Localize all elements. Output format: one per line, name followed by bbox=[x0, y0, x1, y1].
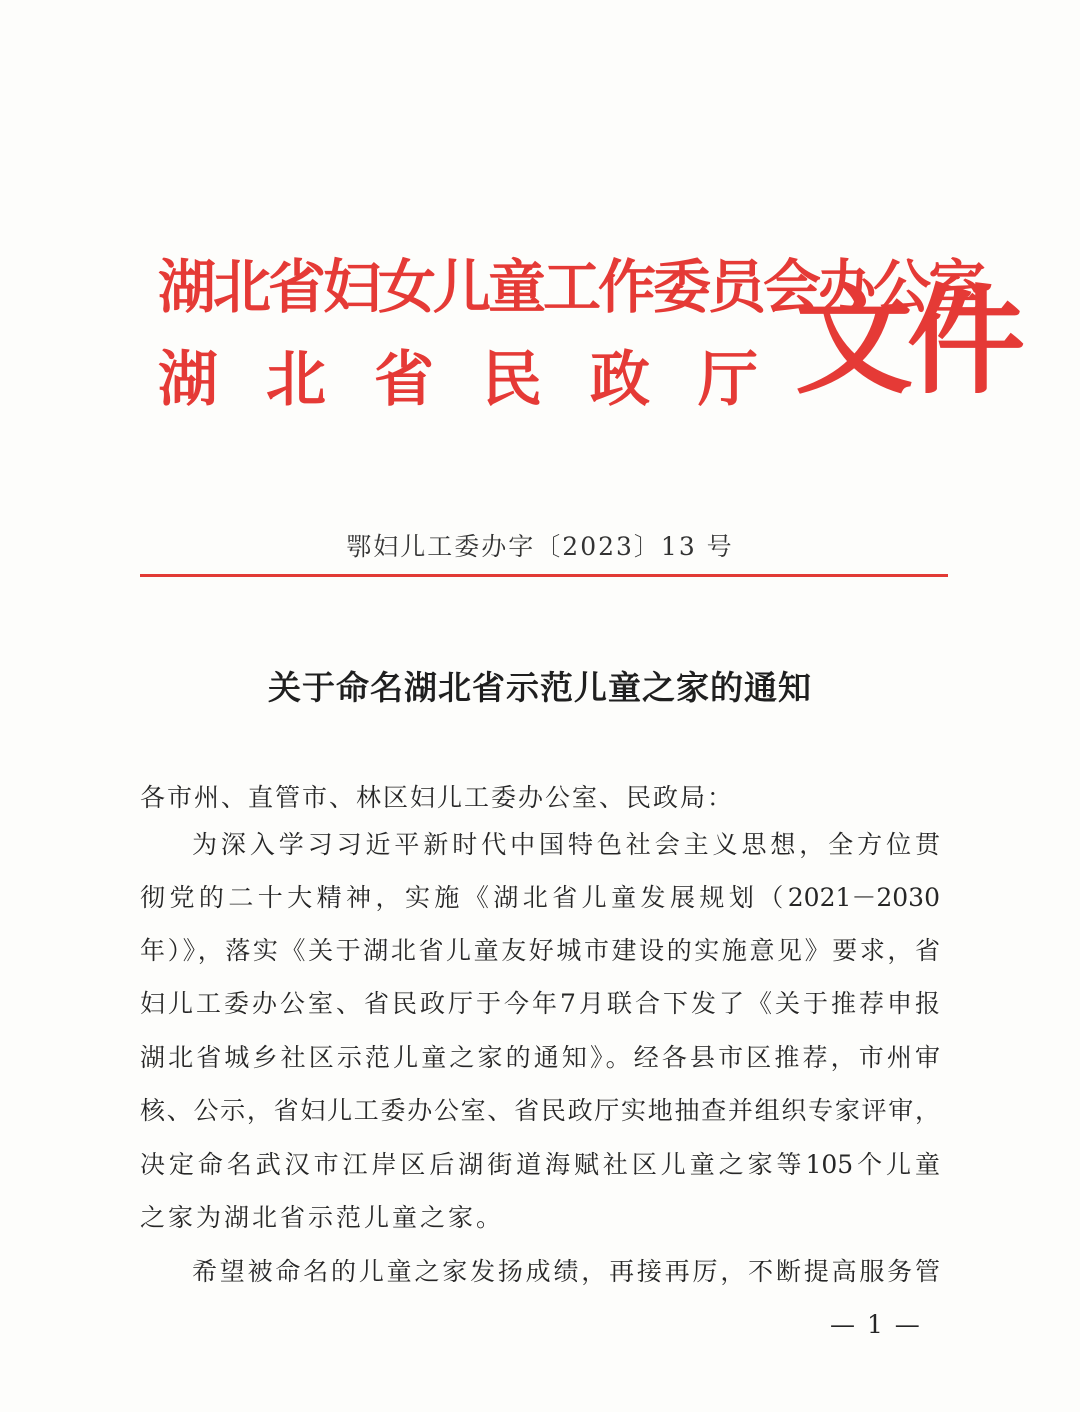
document-title: 关于命名湖北省示范儿童之家的通知 bbox=[268, 668, 812, 707]
body-line: 决定命名武汉市江岸区后湖街道海赋社区儿童之家等105个儿童 bbox=[140, 1150, 940, 1179]
body-line: 年）》，落实《关于湖北省儿童友好城市建设的实施意见》要求，省 bbox=[140, 936, 940, 965]
issuer-line-2-char: 民 bbox=[482, 345, 542, 415]
body-line: 为深入学习习近平新时代中国特色社会主义思想，全方位贯 bbox=[192, 830, 940, 859]
issuer-line-2-char: 湖 bbox=[158, 345, 218, 415]
document-number: 鄂妇儿工委办字〔2023〕13 号 bbox=[346, 532, 734, 561]
red-header bbox=[150, 250, 1020, 430]
body-line: 核、公示，省妇儿工委办公室、省民政厅实地抽查并组织专家评审， bbox=[140, 1096, 940, 1125]
red-divider-line bbox=[140, 574, 948, 577]
body-line: 希望被命名的儿童之家发扬成绩，再接再厉，不断提高服务管 bbox=[192, 1257, 940, 1286]
issuer-line-2-char: 政 bbox=[590, 345, 650, 415]
document-word: 文件 bbox=[795, 272, 1020, 410]
issuer-line-1: 湖北省妇女儿童工作委员会办公室 bbox=[158, 253, 984, 321]
salutation: 各市州、直管市、林区妇儿工委办公室、民政局： bbox=[140, 783, 735, 812]
body-line: 妇儿工委办公室、省民政厅于今年7月联合下发了《关于推荐申报 bbox=[140, 989, 940, 1018]
issuer-line-2-char: 厅 bbox=[698, 345, 758, 415]
issuer-line-2 bbox=[158, 345, 758, 415]
issuer-line-2-char: 省 bbox=[374, 345, 434, 415]
page-number: — 1 — bbox=[830, 1310, 922, 1339]
body-line: 彻党的二十大精神，实施《湖北省儿童发展规划（2021－2030 bbox=[140, 883, 940, 912]
body-line: 之家为湖北省示范儿童之家。 bbox=[140, 1203, 505, 1232]
issuer-line-2-char: 北 bbox=[266, 345, 326, 415]
body-line: 湖北省城乡社区示范儿童之家的通知》。经各县市区推荐，市州审 bbox=[140, 1043, 940, 1072]
